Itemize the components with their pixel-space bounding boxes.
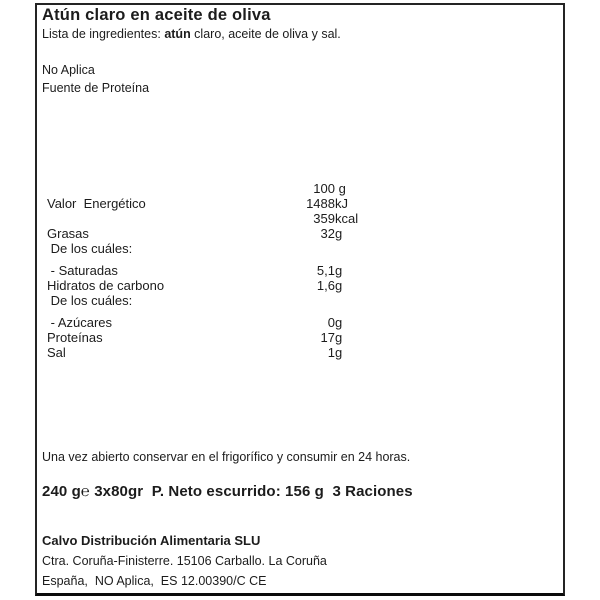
nutrient-label: Grasas: [47, 226, 89, 241]
nutrition-header-amount: 100: [313, 181, 335, 196]
nutrient-value: 32: [320, 226, 335, 241]
nutrition-row: [42, 330, 563, 345]
nutrition-row: [42, 278, 563, 293]
nutrition-row: [42, 315, 563, 330]
nutrient-value: 1,6: [316, 278, 335, 293]
claim-no-aplica: No Aplica: [42, 63, 95, 77]
nutrient-label: - Saturadas: [47, 263, 118, 278]
nutrient-label: De los cuáles:: [47, 293, 133, 308]
nutrition-row: [42, 293, 563, 308]
nutrient-value: 1: [327, 345, 335, 360]
nutrient-value: 0: [327, 315, 335, 330]
nutrient-value: 5,1: [316, 263, 335, 278]
nutrient-unit: g: [335, 278, 343, 293]
net-weight-line: 240 g℮ 3x80gr P. Neto escurrido: 156 g 3 Raciones: [42, 483, 413, 500]
nutrition-rows: [42, 196, 563, 360]
nutrient-label: - Azúcares: [47, 315, 113, 330]
nutrient-value: [252, 241, 335, 256]
nutrition-row: [42, 345, 563, 360]
nutrient-unit: g: [335, 345, 343, 360]
ingredients-suffix: claro, aceite de oliva y sal.: [190, 27, 341, 41]
nutrition-table: [37, 181, 563, 360]
nutrition-header-unit: g: [335, 181, 346, 196]
nutrient-unit: g: [335, 315, 343, 330]
nutrition-row: [42, 263, 563, 278]
nutrient-label: Valor Energético: [47, 196, 146, 211]
nutrient-value: 359: [313, 211, 335, 226]
ingredients-line: [37, 27, 563, 41]
manufacturer-address: Ctra. Coruña-Finisterre. 15106 Carballo. La Coruña: [42, 554, 327, 568]
manufacturer-country-line: España, NO Aplica, ES 12.00390/C CE: [42, 574, 267, 588]
nutrient-label: De los cuáles:: [47, 241, 133, 256]
nutrient-unit: kcal: [335, 211, 359, 226]
nutrient-label: Sal: [47, 345, 66, 360]
claims-block: [37, 61, 563, 97]
nutrient-unit: g: [335, 263, 343, 278]
nutrient-label: Proteínas: [47, 330, 103, 345]
nutrient-unit: g: [335, 226, 343, 241]
nutrient-unit: kJ: [335, 196, 348, 211]
nutrition-row: [42, 211, 563, 226]
nutrient-unit: g: [335, 330, 343, 345]
nutrition-row: [42, 241, 563, 256]
nutrition-column-header: [42, 181, 563, 196]
nutrient-value: 17: [320, 330, 335, 345]
product-title: Atún claro en aceite de oliva: [42, 6, 271, 24]
nutrient-value: 1488: [306, 196, 335, 211]
storage-note: Una vez abierto conservar en el frigorífico y consumir en 24 horas.: [42, 450, 411, 464]
manufacturer-block: [37, 531, 563, 591]
manufacturer-name: Calvo Distribución Alimentaria SLU: [42, 533, 261, 548]
nutrition-header-spacer: [47, 181, 252, 196]
nutrient-label: [47, 211, 252, 226]
nutrition-row: [42, 196, 563, 211]
ingredients-prefix: Lista de ingredientes:: [42, 27, 165, 41]
claim-protein-source: Fuente de Proteína: [42, 81, 150, 95]
nutrient-label: Hidratos de carbono: [47, 278, 165, 293]
nutrient-value: [252, 293, 335, 308]
nutrition-row: [42, 226, 563, 241]
product-label-box: [35, 3, 565, 596]
ingredients-highlight: atún: [164, 27, 191, 41]
